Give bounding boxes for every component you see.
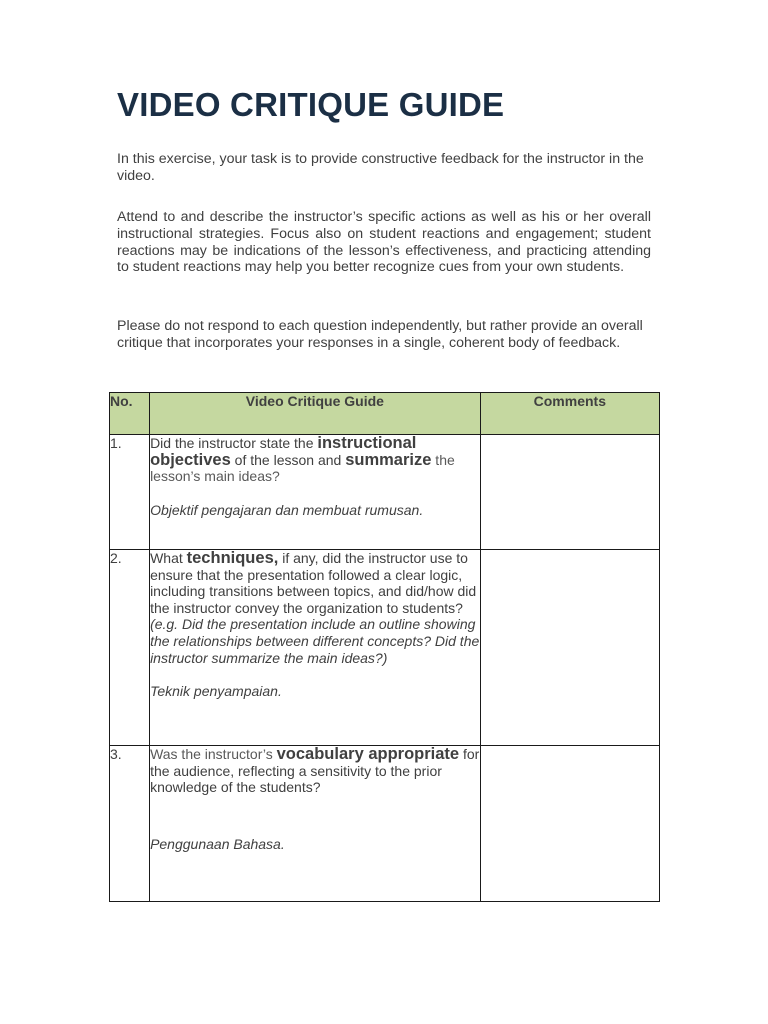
critique-paragraph: Please do not respond to each question independently, but rather provide an overall critique that incorporates your responses in a single, coherent body of feedback. <box>117 318 643 351</box>
question-fragment: Did the instructor state the <box>150 435 318 451</box>
header-no: No. <box>110 393 150 435</box>
question-fragment: the lesson’s main ideas? <box>150 451 455 485</box>
keyword-summarize: summarize <box>345 450 432 469</box>
keyword-objectives: instructional objectives <box>150 434 417 469</box>
question-fragment: What <box>150 550 187 566</box>
question-cell <box>150 550 481 746</box>
malay-translation: Objektif pengajaran dan membuat rumusan. <box>150 501 424 518</box>
keyword-techniques: techniques, <box>186 549 279 567</box>
table-row <box>110 435 660 550</box>
question-fragment: Was the instructor’s <box>150 746 277 762</box>
question-cell <box>150 746 481 902</box>
table-header-row <box>110 393 660 435</box>
comment-cell[interactable] <box>480 435 659 550</box>
comment-cell[interactable] <box>480 550 659 746</box>
question-fragment: for the audience, reflecting a sensitivity to the prior knowledge of the students? <box>150 746 480 796</box>
malay-translation: Teknik penyampaian. <box>150 683 282 700</box>
header-comments: Comments <box>480 393 659 435</box>
question-example: (e.g. Did the presentation include an outline showing the relationships between different concepts? Did the instructor summarize the main ideas?) <box>150 616 480 666</box>
page-title: VIDEO CRITIQUE GUIDE <box>117 86 505 123</box>
intro-paragraph: In this exercise, your task is to provide constructive feedback for the instructor in the video. <box>117 151 644 184</box>
question-text <box>150 746 479 795</box>
row-number: 1. <box>110 435 150 550</box>
critique-table <box>109 392 660 902</box>
question-cell <box>150 435 481 550</box>
question-fragment: of the lesson and <box>230 451 346 468</box>
question-text <box>150 435 455 484</box>
instructions-paragraph: Attend to and describe the instructor’s specific actions as well as his or her overall instructional strategies. Focus also on student reactions and engagement; student reactions may be indications of the lesson’s effectiveness, and practicing attending to student reactions may help you better recognize cues from your own students. <box>117 209 651 276</box>
question-text <box>150 550 479 666</box>
row-number: 2. <box>110 550 150 746</box>
table-row <box>110 746 660 902</box>
keyword-vocabulary: vocabulary appropriate <box>276 745 460 763</box>
comment-cell[interactable] <box>480 746 659 902</box>
question-fragment: if any, did the instructor use to ensure that the presentation followed a clear logic, including transitions between topics, and did/how did the instructor convey the organization to students? <box>150 550 477 616</box>
row-number: 3. <box>110 746 150 902</box>
table-row <box>110 550 660 746</box>
header-guide: Video Critique Guide <box>150 393 481 435</box>
malay-translation: Penggunaan Bahasa. <box>150 835 285 852</box>
